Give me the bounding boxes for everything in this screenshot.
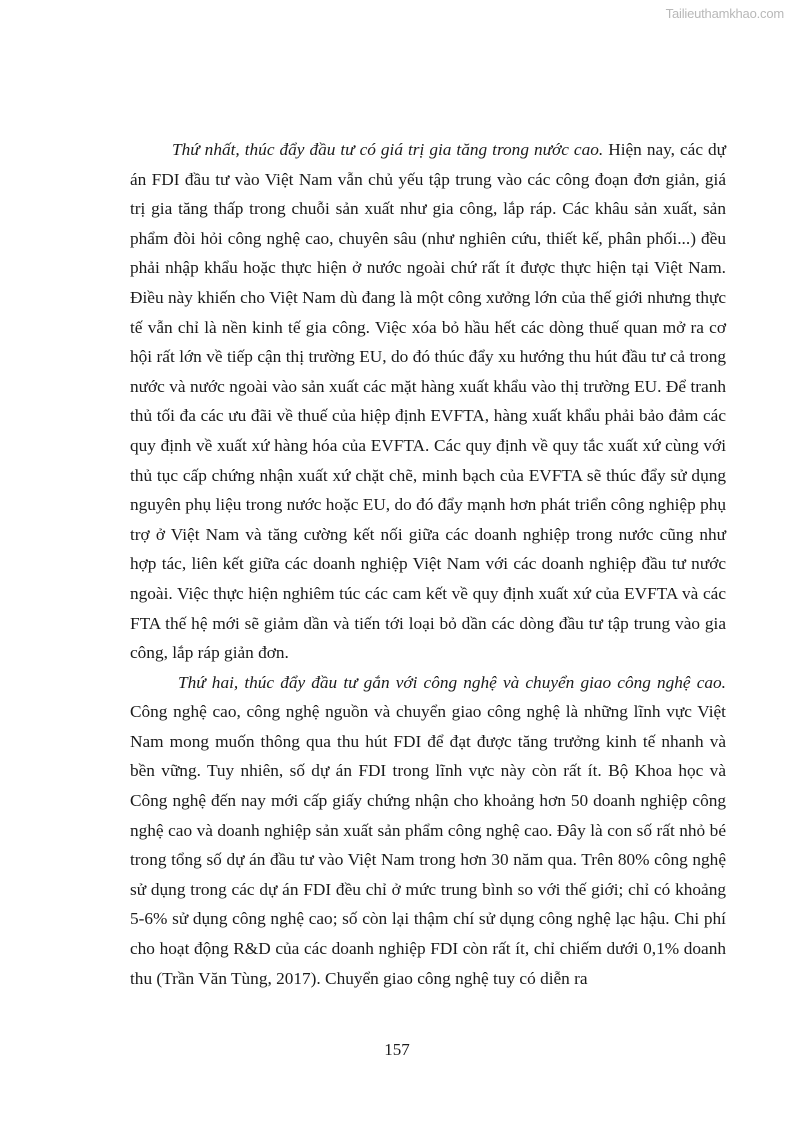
page-body [130, 135, 726, 993]
paragraph-text: Hiện nay, các dự án FDI đầu tư vào Việt Nam vẫn chủ yếu tập trung vào các công đoạn đơn giản, giá trị gia tăng thấp trong chuỗi sản xuất như gia công, lắp ráp. Các khâu sản xuất, sản phẩm đòi hỏi công nghệ cao, chuyên sâu (như nghiên cứu, thiết kế, phân phối...) đều phải nhập khẩu hoặc thực hiện ở nước ngoài chứ rất ít được thực hiện tại Việt Nam. Điều này khiến cho Việt Nam dù đang là một công xưởng lớn của thế giới nhưng thực tế vẫn chỉ là nền kinh tế gia công. Việc xóa bỏ hầu hết các dòng thuế quan mở ra cơ hội rất lớn về tiếp cận thị trường EU, do đó thúc đẩy xu hướng thu hút đầu tư cả trong nước và nước ngoài vào sản xuất các mặt hàng xuất khẩu vào thị trường EU. Để tranh thủ tối đa các ưu đãi về thuế của hiệp định EVFTA, hàng xuất khẩu phải bảo đảm các quy định về xuất xứ hàng hóa của EVFTA. Các quy định về quy tắc xuất xứ cùng với thủ tục cấp chứng nhận xuất xứ chặt chẽ, minh bạch của EVFTA sẽ thúc đẩy sử dụng nguyên phụ liệu trong nước hoặc EU, do đó đẩy mạnh hơn phát triển công nghiệp phụ trợ ở Việt Nam và tăng cường kết nối giữa các doanh nghiệp trong nước cũng như hợp tác, liên kết giữa các doanh nghiệp Việt Nam với các doanh nghiệp đầu tư nước ngoài. Việc thực hiện nghiêm túc các cam kết về quy định xuất xứ của EVFTA và các FTA thế hệ mới sẽ giảm dần và tiến tới loại bỏ dần các dòng đầu tư tập trung vào gia công, lắp ráp giản đơn. [130, 140, 726, 663]
page-number: 157 [384, 1040, 410, 1059]
paragraph-text: Công nghệ cao, công nghệ nguồn và chuyển giao công nghệ là những lĩnh vực Việt Nam mong muốn thông qua thu hút FDI để đạt được tăng trưởng kinh tế nhanh và bền vững. Tuy nhiên, số dự án FDI trong lĩnh vực này còn rất ít. Bộ Khoa học và Công nghệ đến nay mới cấp giấy chứng nhận cho khoảng hơn 50 doanh nghiệp công nghệ cao và doanh nghiệp sản xuất sản phẩm công nghệ cao. Đây là con số rất nhỏ bé trong tổng số dự án đầu tư vào Việt Nam trong hơn 30 năm qua. Trên 80% công nghệ sử dụng trong các dự án FDI đều chỉ ở mức trung bình so với thế giới; chỉ có khoảng 5-6% sử dụng công nghệ cao; số còn lại thậm chí sử dụng công nghệ lạc hậu. Chi phí cho hoạt động R&D của các doanh nghiệp FDI còn rất ít, chỉ chiếm dưới 0,1% doanh thu (Trần Văn Tùng, 2017). Chuyển giao công nghệ tuy có diễn ra [130, 702, 726, 988]
watermark: Tailieuthamkhao.com [665, 6, 784, 21]
paragraph-first [130, 135, 726, 668]
paragraph-lead: Thứ hai, thúc đẩy đầu tư gắn với công nghệ và chuyển giao công nghệ cao. [178, 672, 726, 692]
paragraph-lead: Thứ nhất, thúc đẩy đầu tư có giá trị gia tăng trong nước cao. [172, 140, 604, 159]
paragraph-second [130, 668, 726, 994]
